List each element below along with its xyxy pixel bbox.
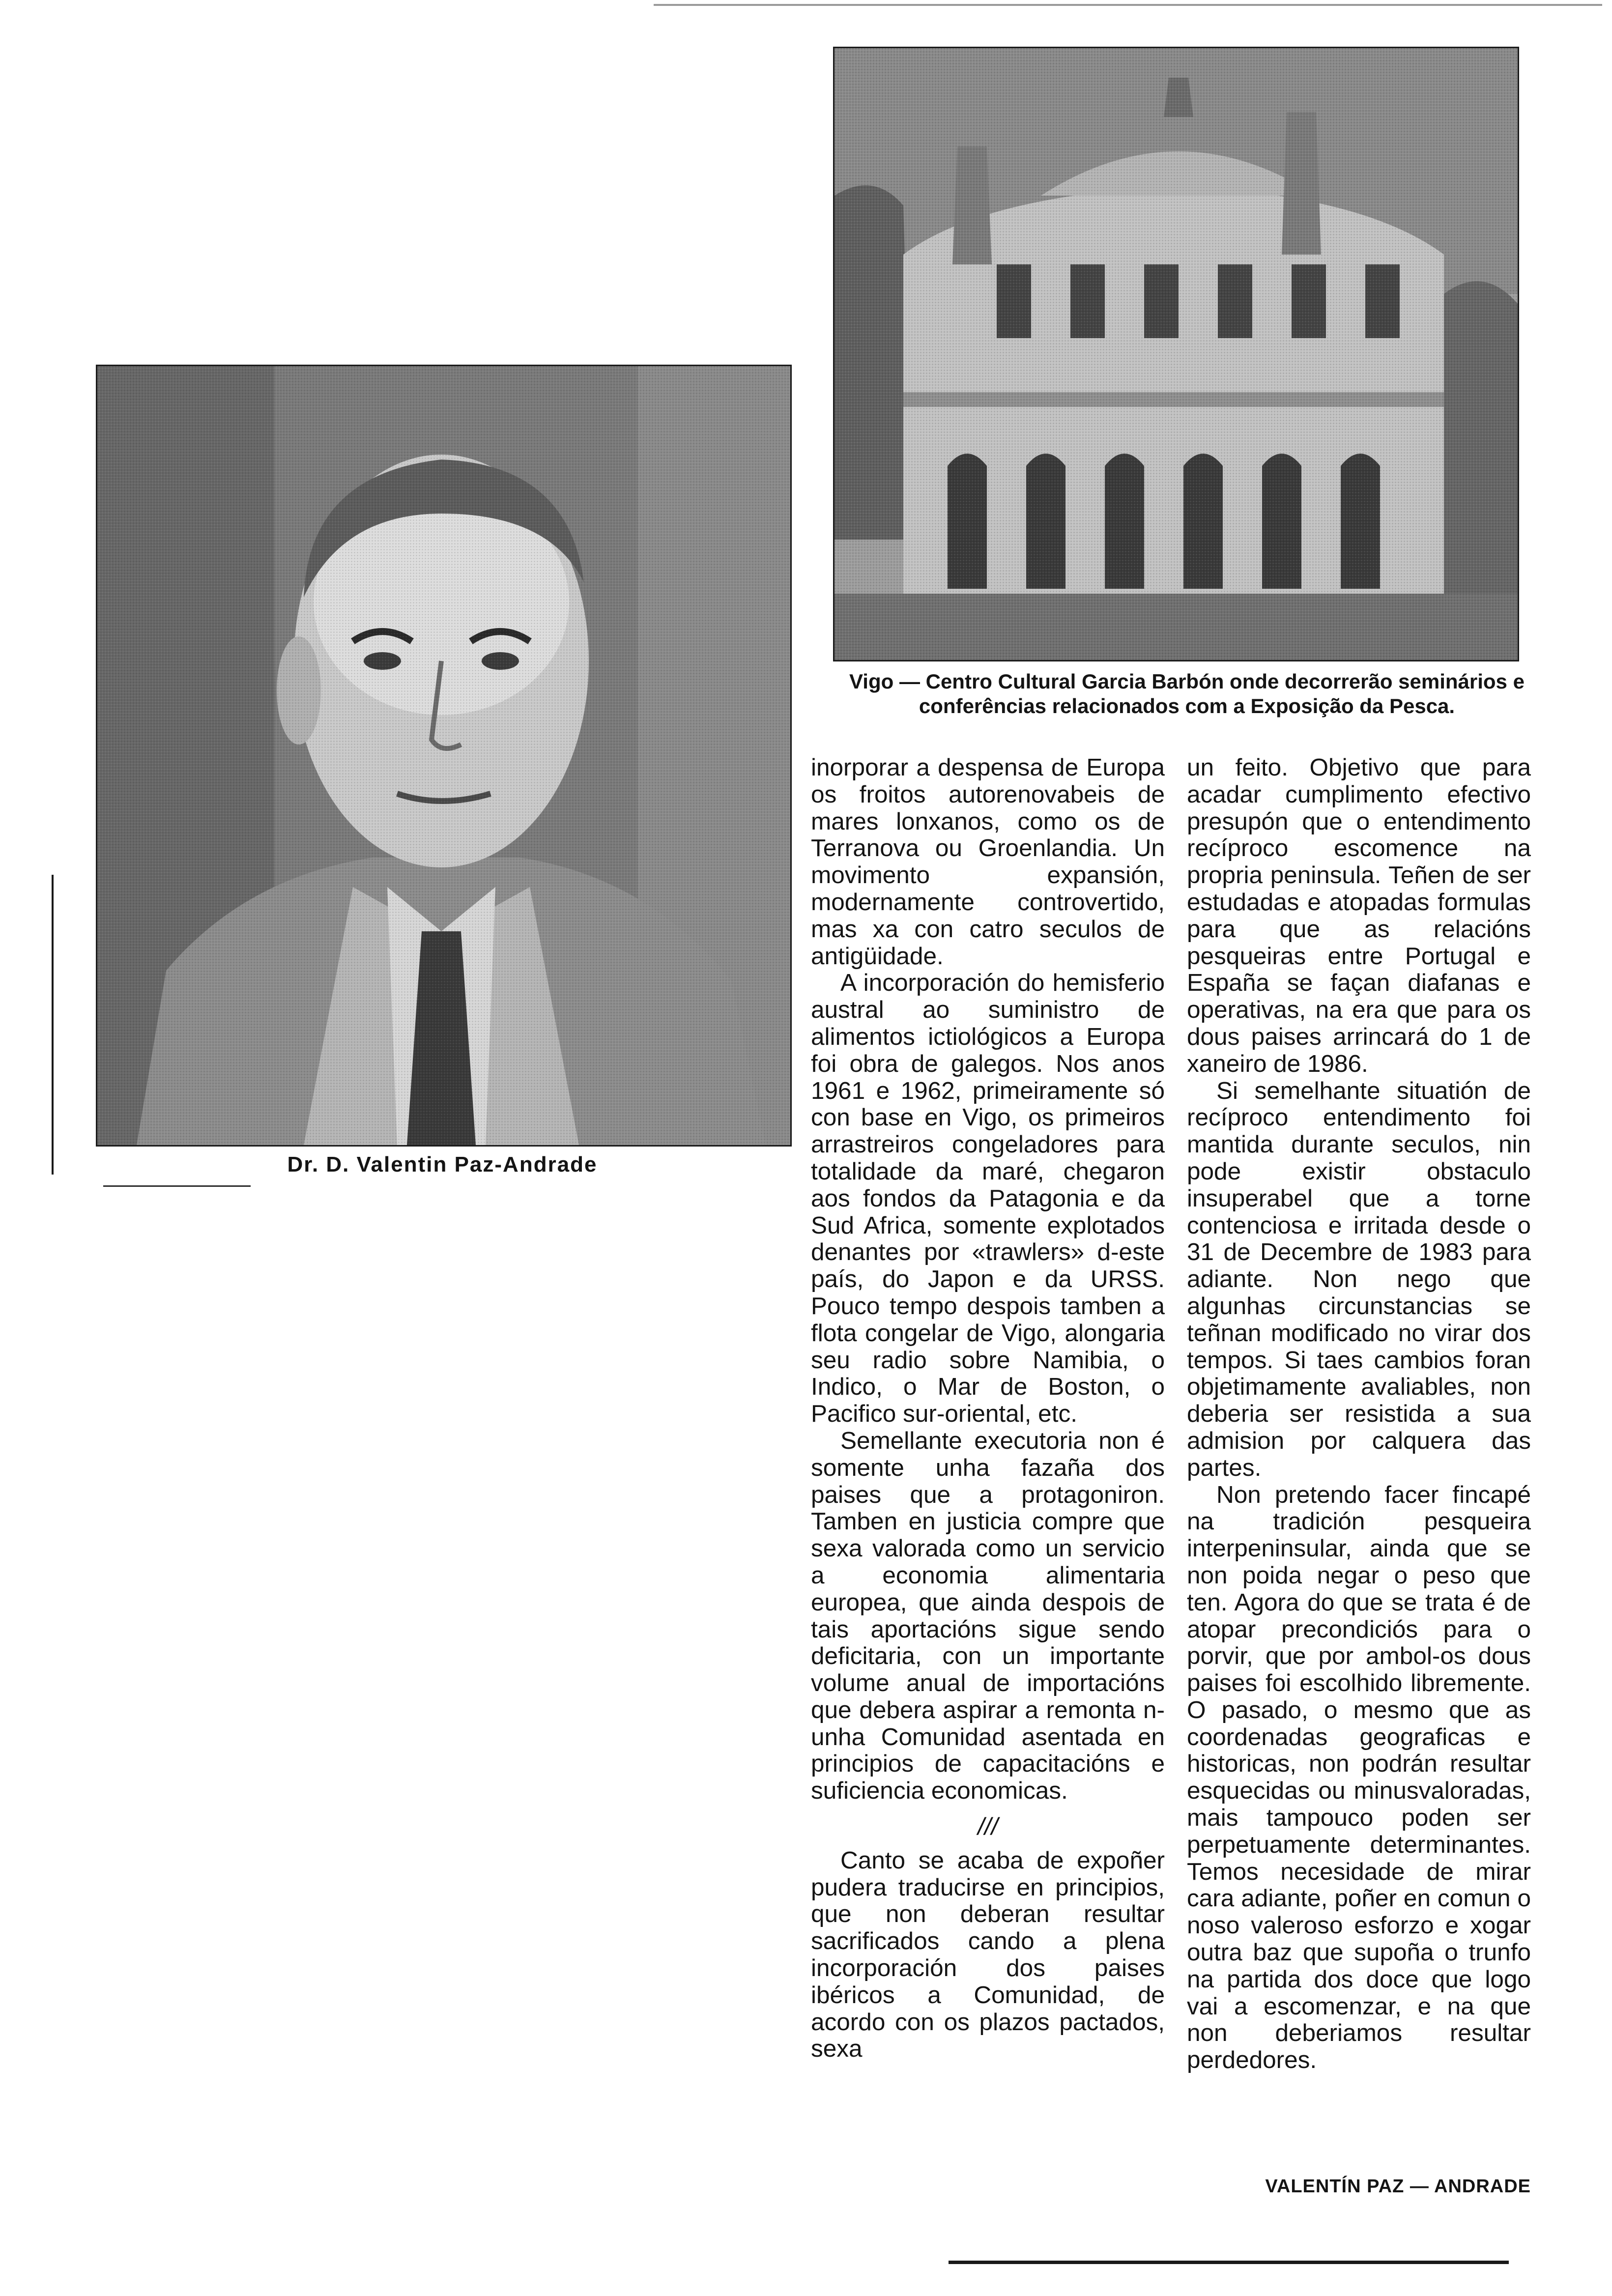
article-column-left [811,754,1165,2063]
paragraph: Semellante executoria non é somente unha fazaña dos paises que a protagoniron. Tamben en justicia compre que sexa valorada como un servicio a economia alimentaria europea, que ainda despois de tais aportacións sigue sendo deficitaria, con un importante volume anual de importacións que debera aspirar a remonta n-unha Comunidad asentada en principios de capacitacións e suficiencia economicas. [811,1427,1165,1805]
paragraph: Si semelhante situatión de recíproco entendimento foi mantida durante seculos, nin pode existir obstaculo insuperabel que a torne contenciosa e irritada desde o 31 de Decembre de 1983 para adiante. Non nego que algunhas circunstancias se teñnan modificado no virar dos tempos. Si taes cambios foran objetimamente avaliables, non deberia ser resistida a sua admision por calquera das partes. [1187,1077,1531,1481]
top-rule [654,4,1602,6]
paragraph: Non pretendo facer fincapé na tradición pesqueira interpeninsular, ainda que se non poida negar o peso que ten. Agora do que se trata é de atopar precondiciós para o porvir, que por ambol-os dous paises foi escolhido libremente. O pasado, o mesmo que as coordenadas geograficas e historicas, non podrán resultar esquecidas ou minusvaloradas, mais tampouco poden ser perpetuamente determinantes. Temos necesidade de mirar cara adiante, poñer en comun o noso valeroso esforzo e xogar outra baz que supoña o trunfo na partida dos doce que logo vai a escomenzar, e na que non deberiamos resultar perdedores. [1187,1481,1531,2074]
building-caption: Vigo — Centro Cultural Garcia Barbón onde decorrerão seminários e conferências relacionados com a Exposição da Pesca. [849,670,1525,718]
paragraph: Canto se acaba de expoñer pudera traducirse en principios, que non deberan resultar sacrificados cando a plena incorporación dos paises ibéricos a Comunidad, de acordo con os plazos pactados, sexa [811,1846,1165,2063]
building-photo [833,47,1519,661]
portrait-illustration [97,366,790,1145]
building-illustration [835,48,1518,660]
author-byline: VALENTÍN PAZ — ANDRADE [1265,2176,1531,2197]
paragraph: inorporar a despensa de Europa os froitos autorenovabeis de mares lonxanos, como os de Terranova ou Groenlandia. Un movimento expansión, modernamente controvertido, mas xa con catro seculos de antigüidade. [811,754,1165,970]
article-column-right [1187,754,1531,2074]
portrait-caption: Dr. D. Valentin Paz-Andrade [287,1152,598,1177]
caption-underline [103,1185,251,1187]
portrait-photo [96,365,792,1147]
paragraph: un feito. Objetivo que para acadar cumplimento efectivo presupón que o entendimento recíproco escomence na propria peninsula. Teñen de ser estudadas e atopadas formulas para que as relacións pesqueiras entre Portugal e España se façan diafanas e operativas, na era que para os dous paises arrincará do 1 de xaneiro de 1986. [1187,754,1531,1077]
paragraph: A incorporación do hemisferio austral ao suministro de alimentos ictiológicos a Europa foi obra de galegos. Nos anos 1961 e 1962, primeiramente só con base en Vigo, os primeiros arrastreiros congeladores para totalidade da maré, chegaron aos fondos da Patagonia e da Sud Africa, somente explotados denantes por «trawlers» d-este país, do Japon e da URSS. Pouco tempo despois tamben a flota congelar de Vigo, alongaria seu radio sobre Namibia, o Indico, o Mar de Boston, o Pacifico sur-oriental, etc. [811,969,1165,1428]
section-separator: /// [978,1813,998,1840]
margin-mark [52,875,54,1175]
bottom-rule [949,2261,1509,2264]
